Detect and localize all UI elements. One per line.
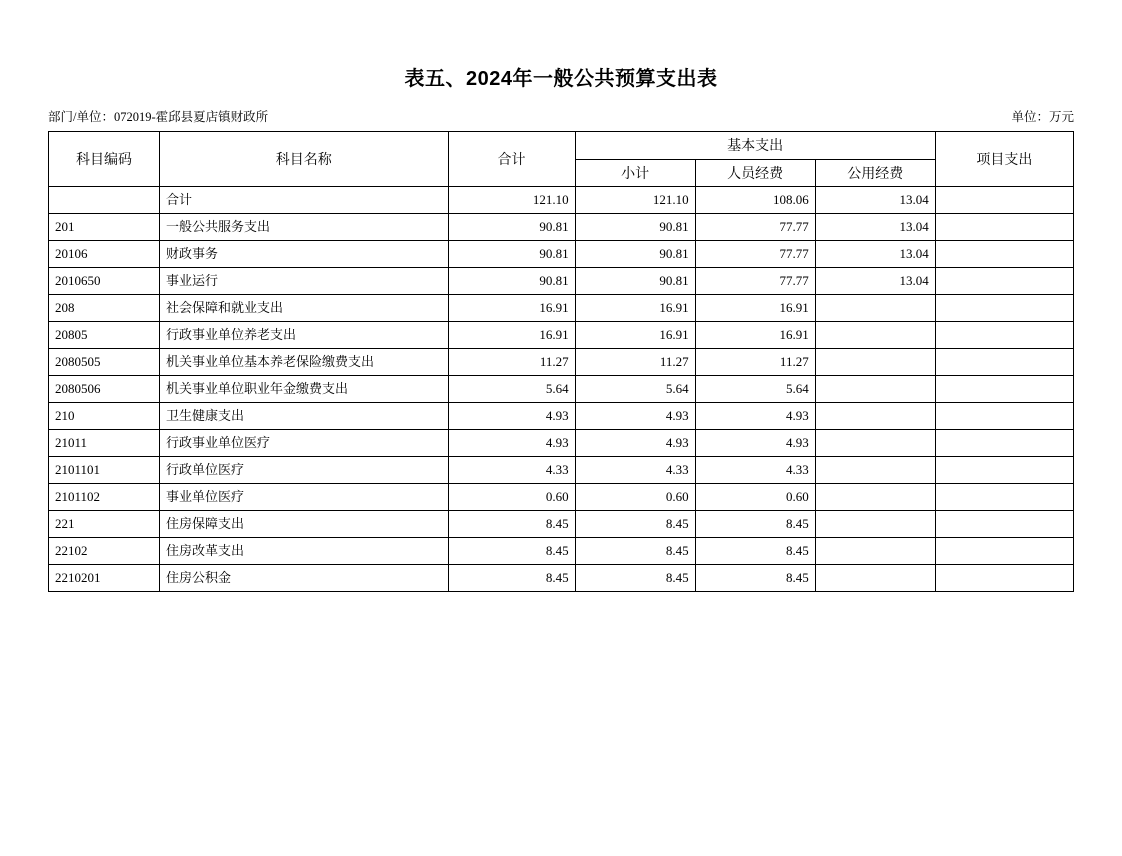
cell-total: 0.60 [448, 484, 575, 511]
cell-name: 财政事务 [159, 241, 448, 268]
page-title: 表五、2024年一般公共预算支出表 [404, 68, 718, 90]
cell-subtotal: 90.81 [575, 241, 695, 268]
cell-subtotal: 0.60 [575, 484, 695, 511]
cell-project [935, 457, 1073, 484]
cell-code: 221 [49, 511, 160, 538]
table-row [49, 430, 1074, 457]
cell-code: 20106 [49, 241, 160, 268]
table-row [49, 484, 1074, 511]
cell-personnel: 4.33 [695, 457, 815, 484]
table-row [49, 295, 1074, 322]
cell-total: 8.45 [448, 565, 575, 592]
cell-subtotal: 16.91 [575, 322, 695, 349]
cell-personnel: 5.64 [695, 376, 815, 403]
cell-public [815, 538, 935, 565]
cell-public: 13.04 [815, 241, 935, 268]
cell-code: 21011 [49, 430, 160, 457]
cell-personnel: 11.27 [695, 349, 815, 376]
col-header-code: 科目编码 [49, 132, 160, 187]
col-header-public: 公用经费 [815, 160, 935, 187]
cell-code: 2080505 [49, 349, 160, 376]
cell-name: 机关事业单位职业年金缴费支出 [159, 376, 448, 403]
cell-name: 住房保障支出 [159, 511, 448, 538]
cell-public: 13.04 [815, 268, 935, 295]
table-row [49, 538, 1074, 565]
cell-name: 住房改革支出 [159, 538, 448, 565]
cell-personnel: 4.93 [695, 430, 815, 457]
cell-public [815, 376, 935, 403]
cell-personnel: 16.91 [695, 295, 815, 322]
cell-subtotal: 90.81 [575, 268, 695, 295]
table-row [49, 376, 1074, 403]
cell-project [935, 511, 1073, 538]
cell-total: 4.93 [448, 430, 575, 457]
cell-code: 2101101 [49, 457, 160, 484]
cell-total: 11.27 [448, 349, 575, 376]
table-row [49, 268, 1074, 295]
cell-subtotal: 8.45 [575, 511, 695, 538]
cell-name: 行政事业单位养老支出 [159, 322, 448, 349]
table-row [49, 349, 1074, 376]
cell-personnel: 8.45 [695, 565, 815, 592]
cell-personnel: 77.77 [695, 241, 815, 268]
col-header-basic-group: 基本支出 [575, 132, 935, 160]
cell-code: 208 [49, 295, 160, 322]
table-row [49, 241, 1074, 268]
cell-personnel: 77.77 [695, 268, 815, 295]
cell-total: 121.10 [448, 187, 575, 214]
cell-public [815, 403, 935, 430]
department-label: 部门/单位：072019-霍邱县夏店镇财政所 [48, 110, 269, 124]
cell-name: 社会保障和就业支出 [159, 295, 448, 322]
cell-code: 210 [49, 403, 160, 430]
col-header-project: 项目支出 [935, 132, 1073, 187]
table-header-row-1 [49, 132, 1074, 160]
cell-project [935, 349, 1073, 376]
cell-personnel: 0.60 [695, 484, 815, 511]
cell-personnel: 77.77 [695, 214, 815, 241]
cell-name: 行政单位医疗 [159, 457, 448, 484]
cell-code: 2101102 [49, 484, 160, 511]
cell-name: 合计 [159, 187, 448, 214]
col-header-name: 科目名称 [159, 132, 448, 187]
cell-public: 13.04 [815, 214, 935, 241]
cell-project [935, 268, 1073, 295]
cell-public [815, 511, 935, 538]
cell-total: 90.81 [448, 268, 575, 295]
cell-project [935, 565, 1073, 592]
table-row [49, 511, 1074, 538]
cell-project [935, 538, 1073, 565]
cell-code [49, 187, 160, 214]
cell-name: 事业单位医疗 [159, 484, 448, 511]
cell-personnel: 4.93 [695, 403, 815, 430]
cell-total: 16.91 [448, 295, 575, 322]
cell-public [815, 322, 935, 349]
cell-public: 13.04 [815, 187, 935, 214]
cell-public [815, 457, 935, 484]
cell-personnel: 108.06 [695, 187, 815, 214]
unit-label: 单位：万元 [1011, 110, 1074, 124]
cell-project [935, 430, 1073, 457]
cell-personnel: 8.45 [695, 538, 815, 565]
cell-name: 行政事业单位医疗 [159, 430, 448, 457]
cell-code: 2210201 [49, 565, 160, 592]
cell-total: 8.45 [448, 538, 575, 565]
cell-subtotal: 4.93 [575, 403, 695, 430]
table-row [49, 565, 1074, 592]
cell-total: 4.33 [448, 457, 575, 484]
cell-code: 2010650 [49, 268, 160, 295]
cell-project [935, 241, 1073, 268]
cell-code: 2080506 [49, 376, 160, 403]
cell-subtotal: 90.81 [575, 214, 695, 241]
cell-public [815, 565, 935, 592]
document-page [0, 62, 1122, 856]
budget-expenditure-table [48, 131, 1074, 592]
table-row [49, 214, 1074, 241]
cell-public [815, 295, 935, 322]
cell-project [935, 403, 1073, 430]
table-row [49, 457, 1074, 484]
table-row [49, 187, 1074, 214]
cell-subtotal: 8.45 [575, 538, 695, 565]
cell-public [815, 484, 935, 511]
cell-personnel: 16.91 [695, 322, 815, 349]
cell-project [935, 187, 1073, 214]
cell-subtotal: 5.64 [575, 376, 695, 403]
cell-code: 20805 [49, 322, 160, 349]
col-header-subtotal: 小计 [575, 160, 695, 187]
cell-personnel: 8.45 [695, 511, 815, 538]
cell-subtotal: 8.45 [575, 565, 695, 592]
cell-project [935, 376, 1073, 403]
cell-total: 8.45 [448, 511, 575, 538]
table-body [49, 187, 1074, 592]
cell-subtotal: 4.33 [575, 457, 695, 484]
cell-code: 201 [49, 214, 160, 241]
cell-subtotal: 121.10 [575, 187, 695, 214]
cell-code: 22102 [49, 538, 160, 565]
cell-project [935, 322, 1073, 349]
cell-name: 机关事业单位基本养老保险缴费支出 [159, 349, 448, 376]
col-header-personnel: 人员经费 [695, 160, 815, 187]
cell-project [935, 484, 1073, 511]
cell-name: 一般公共服务支出 [159, 214, 448, 241]
cell-subtotal: 4.93 [575, 430, 695, 457]
cell-name: 卫生健康支出 [159, 403, 448, 430]
cell-name: 事业运行 [159, 268, 448, 295]
cell-subtotal: 16.91 [575, 295, 695, 322]
table-meta [48, 107, 1074, 125]
cell-public [815, 430, 935, 457]
cell-total: 5.64 [448, 376, 575, 403]
table-head [49, 132, 1074, 187]
cell-total: 16.91 [448, 322, 575, 349]
cell-project [935, 295, 1073, 322]
cell-total: 90.81 [448, 214, 575, 241]
cell-subtotal: 11.27 [575, 349, 695, 376]
table-row [49, 403, 1074, 430]
table-row [49, 322, 1074, 349]
cell-name: 住房公积金 [159, 565, 448, 592]
cell-total: 90.81 [448, 241, 575, 268]
cell-public [815, 349, 935, 376]
cell-total: 4.93 [448, 403, 575, 430]
cell-project [935, 214, 1073, 241]
col-header-total: 合计 [448, 132, 575, 187]
